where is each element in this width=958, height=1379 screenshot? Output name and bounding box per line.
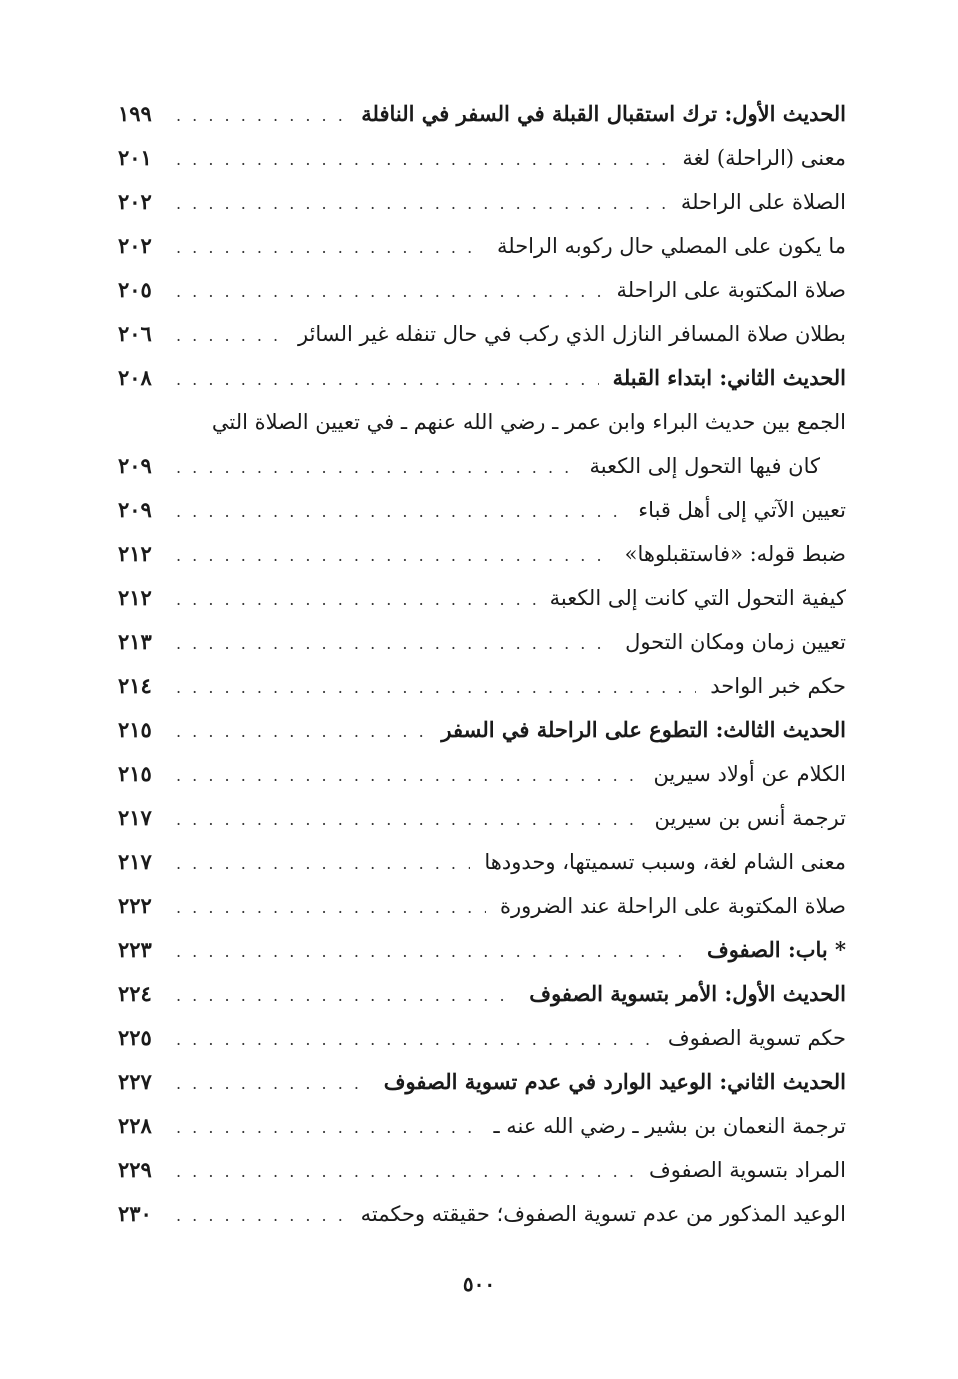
toc-entry — [118, 180, 846, 224]
toc-page-number: ٢٢٢ — [118, 893, 152, 918]
toc-entry-title — [707, 928, 846, 972]
toc-page-number: ٢١٣ — [118, 629, 152, 654]
toc-entry — [118, 1192, 846, 1236]
toc-entry-text: حكم تسوية الصفوف — [667, 1026, 846, 1050]
toc-entry-title — [681, 180, 846, 224]
toc-page-number: ٢٢٥ — [118, 1025, 152, 1050]
toc-leader-dots — [176, 182, 667, 226]
toc-entry-lead: الحديث الثالث: — [715, 717, 846, 742]
toc-entry-title — [590, 444, 847, 488]
toc-page-number: ٢٢٩ — [118, 1157, 152, 1182]
toc-entry — [118, 796, 846, 840]
toc-entry — [118, 1016, 846, 1060]
toc-entry-title — [529, 972, 846, 1016]
toc-leader-dots — [176, 754, 639, 798]
toc-page-number: ٢١٤ — [118, 673, 152, 698]
toc-entry-title — [484, 840, 846, 884]
toc-entry-text: معنى الشام لغة، وسبب تسميتها، وحدودها — [484, 850, 846, 874]
toc-entry-lead: الحديث الثاني: — [719, 1069, 846, 1094]
toc-entry — [118, 136, 846, 180]
toc-entry — [118, 1104, 846, 1148]
toc-leader-dots — [176, 886, 486, 930]
table-of-contents — [118, 92, 846, 1236]
toc-entry-title — [638, 488, 846, 532]
toc-entry-text: المراد بتسوية الصفوف — [648, 1158, 846, 1182]
toc-entry-text: بطلان صلاة المسافر النازل الذي ركب في حال تنفله غير السائر — [298, 322, 846, 346]
toc-entry-title — [500, 884, 846, 928]
toc-entry-text: تعيين الآتي إلى أهل قباء — [638, 498, 846, 522]
toc-page-number: ٢٠٩ — [118, 453, 152, 478]
toc-page-number: ٢٢٣ — [118, 937, 152, 962]
toc-entry — [118, 400, 846, 444]
toc-entry-text: حكم خبر الواحد — [710, 674, 846, 698]
toc-entry-title — [625, 532, 846, 576]
toc-leader-dots — [176, 1062, 370, 1106]
page-number: ٥٠٠ — [462, 1272, 496, 1296]
toc-leader-dots — [176, 490, 624, 534]
toc-entry-title — [212, 400, 846, 444]
toc-page-number: ٢٣٠ — [118, 1201, 152, 1226]
toc-entry — [118, 928, 846, 972]
toc-entry — [118, 1060, 846, 1104]
toc-entry-text: التطوع على الراحلة في السفر — [441, 717, 716, 742]
toc-entry-text: كيفية التحول التي كانت إلى الكعبة — [549, 586, 846, 610]
toc-entry — [118, 488, 846, 532]
toc-page-number: ٢٠٨ — [118, 365, 152, 390]
toc-page-number: ٢٠٦ — [118, 321, 152, 346]
toc-entry-text: الوعيد المذكور من عدم تسوية الصفوف؛ حقيقته وحكمته — [360, 1202, 846, 1226]
toc-page-number: ٢٢٤ — [118, 981, 152, 1006]
toc-entry-text: الأمر بتسوية الصفوف — [529, 981, 725, 1006]
toc-entry — [118, 444, 846, 488]
toc-entry-title — [682, 136, 846, 180]
toc-entry-text: صلاة المكتوبة على الراحلة عند الضرورة — [499, 894, 846, 918]
toc-entry-text: معنى (الراحلة) لغة — [682, 146, 846, 170]
toc-entry — [118, 1148, 846, 1192]
toc-entry-text: الوعيد الوارد في عدم تسوية الصفوف — [383, 1069, 720, 1094]
toc-entry-lead: الحديث الأول: — [724, 981, 846, 1006]
toc-page-number: ٢١٢ — [118, 585, 152, 610]
toc-entry-text: ترجمة النعمان بن بشير ـ رضي الله عنه ـ — [493, 1114, 846, 1138]
toc-leader-dots — [176, 1106, 479, 1150]
toc-page-number: ١٩٩ — [118, 101, 152, 126]
toc-leader-dots — [176, 1150, 635, 1194]
toc-leader-dots — [176, 358, 599, 402]
toc-entry-title — [497, 224, 846, 268]
toc-entry-title — [653, 752, 846, 796]
toc-entry-text: الصلاة على الراحلة — [680, 190, 846, 214]
toc-entry-text: ابتداء القبلة — [612, 365, 720, 390]
toc-entry-text: الجمع بين حديث البراء وابن عمر ـ رضي الله عنهم ـ في تعيين الصلاة التي — [211, 410, 846, 434]
toc-entry — [118, 576, 846, 620]
toc-entry-text: كان فيها التحول إلى الكعبة — [589, 454, 820, 478]
toc-leader-dots — [176, 534, 611, 578]
toc-page-number: ٢٢٧ — [118, 1069, 152, 1094]
toc-entry — [118, 664, 846, 708]
toc-entry-title — [384, 1060, 846, 1104]
toc-leader-dots — [176, 94, 347, 138]
toc-entry-title — [668, 1016, 846, 1060]
toc-page-number: ٢٠٢ — [118, 233, 152, 258]
toc-leader-dots — [176, 842, 470, 886]
toc-entry — [118, 356, 846, 400]
toc-entry — [118, 224, 846, 268]
toc-entry — [118, 92, 846, 136]
toc-entry-title — [649, 1148, 846, 1192]
toc-entry-text: تعيين زمان ومكان التحول — [625, 630, 846, 654]
toc-leader-dots — [176, 1194, 347, 1238]
toc-entry — [118, 312, 846, 356]
toc-leader-dots — [176, 974, 515, 1018]
toc-leader-dots — [176, 1018, 654, 1062]
toc-entry-title — [625, 620, 846, 664]
toc-leader-dots — [176, 314, 284, 358]
toc-entry-title — [613, 356, 846, 400]
toc-page-number: ٢٠٥ — [118, 277, 152, 302]
toc-entry — [118, 972, 846, 1016]
toc-leader-dots — [176, 578, 536, 622]
toc-page-number: ٢٠٩ — [118, 497, 152, 522]
toc-entry-lead: الحديث الثاني: — [719, 365, 846, 390]
toc-entry-title — [361, 1192, 846, 1236]
toc-entry — [118, 620, 846, 664]
toc-entry-text: صلاة المكتوبة على الراحلة — [616, 278, 846, 302]
toc-entry-title — [710, 664, 846, 708]
toc-entry-title — [617, 268, 846, 312]
toc-entry — [118, 884, 846, 928]
toc-entry — [118, 708, 846, 752]
toc-leader-dots — [176, 930, 693, 974]
toc-entry-title — [550, 576, 846, 620]
toc-entry — [118, 268, 846, 312]
toc-entry-title — [655, 796, 846, 840]
toc-entry-lead: * باب: — [787, 937, 846, 962]
toc-entry-text: ما يكون على المصلي حال ركوبه الراحلة — [496, 234, 846, 258]
toc-leader-dots — [176, 798, 641, 842]
toc-page-number: ٢٠٢ — [118, 189, 152, 214]
toc-entry-text: الكلام عن أولاد سيرين — [653, 762, 846, 786]
toc-entry — [118, 532, 846, 576]
toc-leader-dots — [176, 710, 427, 754]
toc-page-number: ٢١٧ — [118, 849, 152, 874]
toc-leader-dots — [176, 270, 603, 314]
toc-entry-text: ترك استقبال القبلة في السفر في النافلة — [361, 101, 725, 126]
toc-entry-title — [361, 92, 846, 136]
toc-entry — [118, 752, 846, 796]
toc-page-number: ٢١٢ — [118, 541, 152, 566]
toc-entry-title — [298, 312, 846, 356]
toc-page-number: ٢١٥ — [118, 717, 152, 742]
toc-page-number: ٢١٥ — [118, 761, 152, 786]
toc-entry-title — [493, 1104, 846, 1148]
toc-leader-dots — [176, 666, 696, 710]
toc-entry-text: الصفوف — [706, 937, 788, 962]
toc-leader-dots — [176, 226, 483, 270]
toc-page-number: ٢٠١ — [118, 145, 152, 170]
toc-leader-dots — [176, 622, 611, 666]
toc-page-number: ٢٢٨ — [118, 1113, 152, 1138]
toc-leader-dots — [176, 446, 576, 490]
toc-page-number: ٢١٧ — [118, 805, 152, 830]
toc-entry-text: ترجمة أنس بن سيرين — [654, 806, 846, 830]
toc-entry-lead: الحديث الأول: — [724, 101, 846, 126]
toc-entry — [118, 840, 846, 884]
toc-entry-title — [441, 708, 846, 752]
toc-entry-text: ضبط قوله: «فاستقبلوها» — [624, 542, 846, 566]
toc-leader-dots — [176, 138, 668, 182]
